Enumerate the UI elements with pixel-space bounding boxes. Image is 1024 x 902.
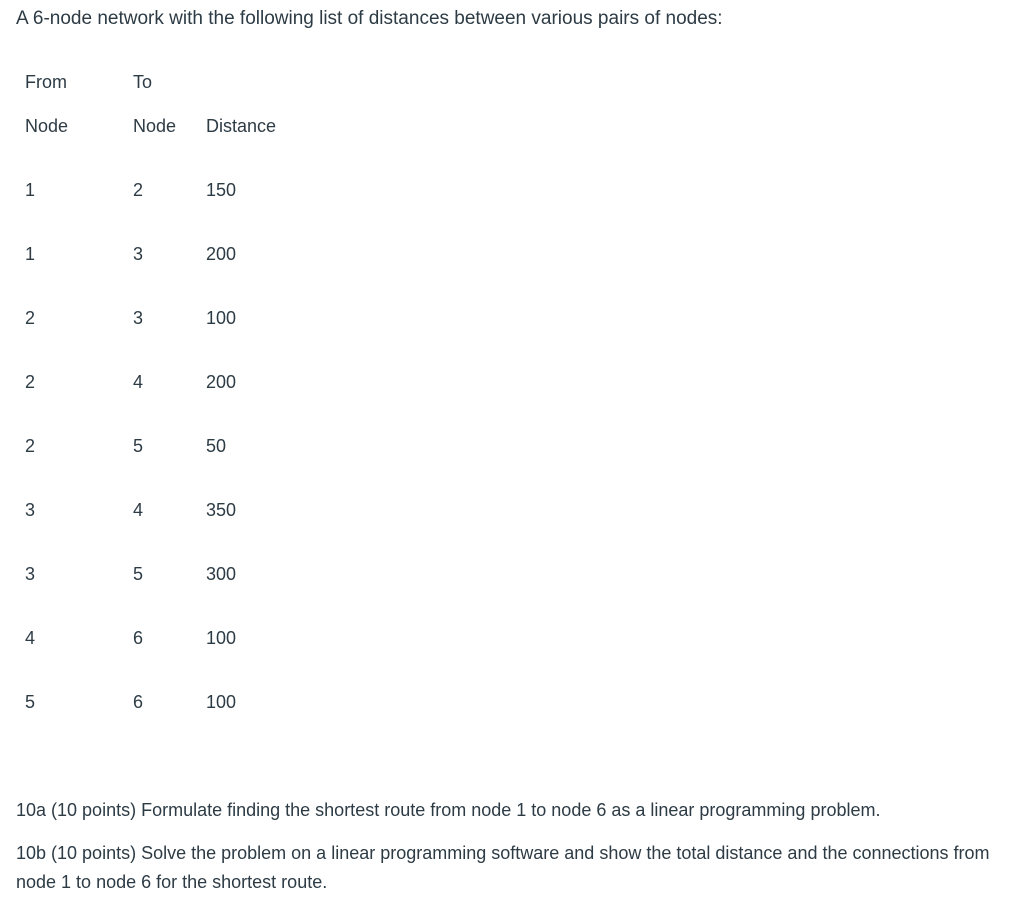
- cell-from: 3: [25, 564, 36, 584]
- cell-to: 6: [133, 692, 144, 712]
- header-to-node: Node: [133, 116, 177, 136]
- cell-from: 1: [25, 244, 36, 264]
- cell-from: 4: [25, 628, 36, 648]
- cell-distance: 100: [206, 692, 237, 712]
- problem-intro: A 6-node network with the following list of distances between various pairs of nodes:: [16, 8, 723, 29]
- cell-distance: 150: [206, 180, 237, 200]
- cell-distance: 50: [206, 436, 227, 456]
- cell-distance: 200: [206, 372, 237, 392]
- cell-distance: 100: [206, 628, 237, 648]
- cell-from: 1: [25, 180, 36, 200]
- cell-distance: 100: [206, 308, 237, 328]
- header-to: To: [133, 72, 153, 92]
- cell-to: 2: [133, 180, 144, 200]
- cell-to: 5: [133, 436, 144, 456]
- cell-from: 2: [25, 436, 36, 456]
- cell-from: 5: [25, 692, 36, 712]
- cell-to: 3: [133, 244, 144, 264]
- header-from: From: [25, 72, 67, 92]
- cell-to: 6: [133, 628, 144, 648]
- header-from-node: Node: [25, 116, 69, 136]
- header-distance: Distance: [206, 116, 277, 136]
- cell-to: 3: [133, 308, 144, 328]
- cell-distance: 300: [206, 564, 237, 584]
- question-10b: 10b (10 points) Solve the problem on a linear programming software and show the total distance and the connections from node 1 to node 6 for the shortest route.: [16, 843, 990, 892]
- distance-table: [0, 0, 320, 740]
- cell-distance: 200: [206, 244, 237, 264]
- questions-section: [16, 796, 1016, 902]
- cell-from: 2: [25, 372, 36, 392]
- question-10a: 10a (10 points) Formulate finding the shortest route from node 1 to node 6 as a linear programming problem.: [16, 800, 881, 820]
- cell-distance: 350: [206, 500, 237, 520]
- cell-from: 3: [25, 500, 36, 520]
- cell-to: 4: [133, 500, 144, 520]
- cell-to: 4: [133, 372, 144, 392]
- cell-from: 2: [25, 308, 36, 328]
- cell-to: 5: [133, 564, 144, 584]
